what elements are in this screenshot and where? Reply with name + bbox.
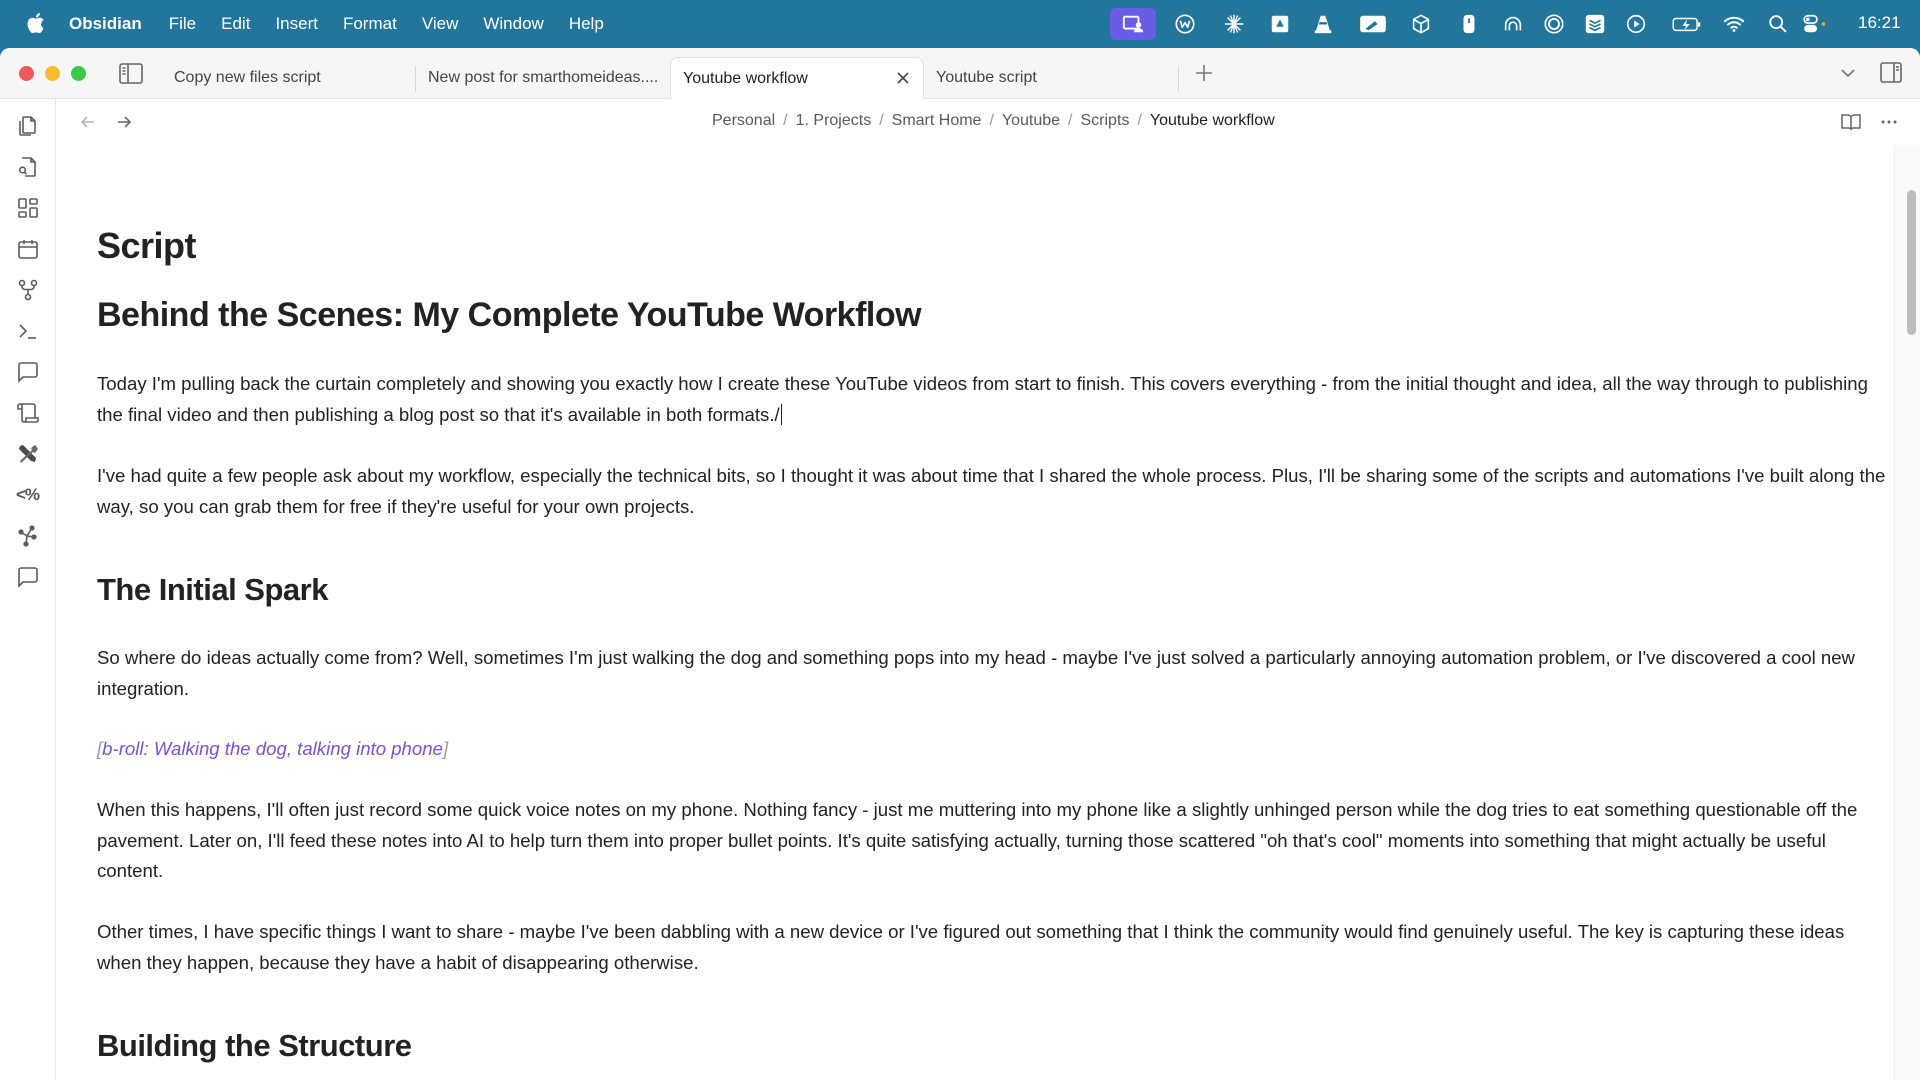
message-square-icon[interactable] [16, 360, 40, 384]
scroll-icon[interactable] [16, 401, 40, 425]
more-options-icon[interactable] [1878, 112, 1900, 132]
heading-script: Script [97, 225, 197, 266]
broll-open-bracket: [ [97, 738, 103, 759]
wifi-icon[interactable] [1722, 12, 1746, 36]
tab-label: Youtube workflow [683, 69, 808, 87]
headphones-icon[interactable] [1501, 12, 1525, 36]
breadcrumb-projects[interactable]: 1. Projects [795, 112, 872, 129]
tab-label: New post for smarthomeideas.... [428, 69, 659, 86]
calendar-icon[interactable] [16, 237, 40, 261]
file-search-icon[interactable] [16, 155, 40, 179]
breadcrumb-separator: / [989, 112, 994, 129]
mouse-icon[interactable] [1457, 12, 1481, 36]
menu-window[interactable]: Window [483, 14, 544, 33]
paragraph-intro-text: Today I'm pulling back the curtain completely and showing you exactly how I create these YouTube videos from start to finish. This covers everything - from the initial thought and idea, all the way through to publishing the final video and then publishing a blog post so that it's available in both formats./ [97, 373, 1868, 425]
menu-app-name[interactable]: Obsidian [69, 14, 142, 33]
vlc-cone-icon[interactable] [1311, 12, 1335, 36]
breadcrumb-separator: / [1137, 112, 1142, 129]
breadcrumb [712, 112, 1275, 130]
menu-bar-clock[interactable]: 16:21 [1858, 13, 1901, 32]
back-arrow-icon[interactable] [78, 112, 98, 132]
broll-close-bracket: ] [442, 738, 449, 759]
battery-charging-icon[interactable] [1670, 12, 1704, 36]
heading-behind-the-scenes: Behind the Scenes: My Complete YouTube Workflow [97, 296, 922, 334]
tab-label: Copy new files script [174, 69, 321, 86]
play-circle-icon[interactable] [1624, 12, 1648, 36]
comment-icon[interactable] [16, 565, 40, 589]
close-window-button[interactable] [19, 66, 34, 81]
stack-icon[interactable] [1583, 12, 1607, 36]
git-fork-icon[interactable] [16, 278, 40, 302]
graph-icon[interactable] [16, 524, 40, 548]
right-sidebar-toggle-icon[interactable] [1880, 62, 1902, 83]
menu-format[interactable]: Format [342, 14, 397, 33]
w-circle-icon[interactable] [1173, 12, 1197, 36]
reading-view-book-icon[interactable] [1840, 112, 1862, 132]
apple-logo-icon[interactable] [25, 11, 45, 35]
menu-view[interactable]: View [421, 14, 459, 33]
menu-edit[interactable]: Edit [221, 14, 251, 33]
breadcrumb-youtube[interactable]: Youtube [1001, 112, 1061, 129]
paragraph-where-ideas-come-from: So where do ideas actually come from? Well, sometimes I'm just walking the dog and something pops into my head - maybe I've just solved a particularly annoying automation problem, or I've discovered a cool new integration. [97, 647, 1855, 699]
close-tab-icon[interactable] [895, 70, 911, 86]
broll-note [97, 734, 1892, 765]
files-icon[interactable] [16, 114, 40, 138]
paragraph-workflow-requests: I've had quite a few people ask about my workflow, especially the technical bits, so I thought it was about time that I shared the whole process. Plus, I'll be sharing some of the scripts and automations I've built along the way, so you can grab them for free if they're useful for your own projects. [97, 465, 1886, 517]
view-header [56, 99, 1920, 145]
drive-icon[interactable] [1268, 12, 1292, 36]
control-center-icon[interactable] [1800, 12, 1834, 36]
dashboard-icon[interactable] [16, 196, 40, 220]
tab-new-post[interactable] [416, 57, 670, 99]
breadcrumb-separator: / [783, 112, 788, 129]
heading-building-the-structure: Building the Structure [97, 1028, 412, 1063]
screen-share-icon[interactable] [1121, 12, 1145, 36]
breadcrumb-scripts[interactable]: Scripts [1080, 112, 1130, 129]
tab-list-chevron-down-icon[interactable] [1840, 66, 1856, 80]
text-cursor [781, 404, 782, 425]
terminal-icon[interactable] [16, 319, 40, 343]
tab-separator [1178, 66, 1179, 92]
breadcrumb-smart-home[interactable]: Smart Home [891, 112, 982, 129]
tab-youtube-script[interactable] [924, 57, 1178, 99]
breadcrumb-current-note[interactable]: Youtube workflow [1149, 112, 1275, 129]
tab-copy-new-files-script[interactable] [162, 57, 414, 99]
tab-label: Youtube script [936, 69, 1037, 86]
obsidian-window [0, 48, 1920, 1080]
new-tab-plus-icon[interactable] [1193, 62, 1215, 84]
menu-insert[interactable]: Insert [275, 14, 318, 33]
zoom-window-button[interactable] [71, 66, 86, 81]
tab-youtube-workflow[interactable] [670, 57, 924, 99]
editor-scrollbar[interactable] [1894, 145, 1920, 1080]
left-ribbon [0, 99, 56, 1080]
macos-menu-bar [0, 0, 1920, 48]
eyedropper-icon[interactable] [1358, 12, 1388, 36]
cube-icon[interactable] [1409, 12, 1433, 36]
breadcrumb-personal[interactable]: Personal [712, 112, 776, 129]
minimize-window-button[interactable] [45, 66, 60, 81]
app-menus [69, 0, 629, 48]
left-sidebar-toggle-icon[interactable] [119, 63, 143, 84]
forward-arrow-icon[interactable] [114, 112, 134, 132]
scrollbar-thumb[interactable] [1907, 190, 1916, 335]
ring-icon[interactable] [1542, 12, 1566, 36]
sparkle-icon[interactable] [1222, 12, 1246, 36]
breadcrumb-separator: / [1068, 112, 1073, 129]
tools-icon[interactable] [16, 442, 40, 466]
menu-help[interactable]: Help [568, 14, 604, 33]
paragraph-other-times: Other times, I have specific things I want to share - maybe I've been dabbling with a new device or I've figured out something that I think the community would find genuinely useful. The key is capturing these ideas when they happen, because they have a habit of disappearing otherwise. [97, 921, 1845, 973]
paragraph-intro [97, 369, 1892, 430]
broll-text: b-roll: Walking the dog, talking into phone [102, 738, 443, 759]
markdown-editor[interactable] [56, 145, 1894, 1080]
templater-icon[interactable]: <% [16, 485, 40, 504]
breadcrumb-separator: / [879, 112, 884, 129]
heading-initial-spark: The Initial Spark [97, 572, 328, 607]
menu-file[interactable]: File [168, 14, 197, 33]
paragraph-voice-notes: When this happens, I'll often just record some quick voice notes on my phone. Nothing fancy - just me muttering into my phone like a slightly unhinged person while the dog tries to eat something questionable off the pavement. Later on, I'll feed these notes into AI to help turn them into proper bullet points. It's quite satisfying actually, turning those scattered "oh that's cool" moments into something that might actually be useful content. [97, 799, 1858, 881]
tab-bar [0, 48, 1920, 99]
search-icon[interactable] [1766, 12, 1790, 36]
